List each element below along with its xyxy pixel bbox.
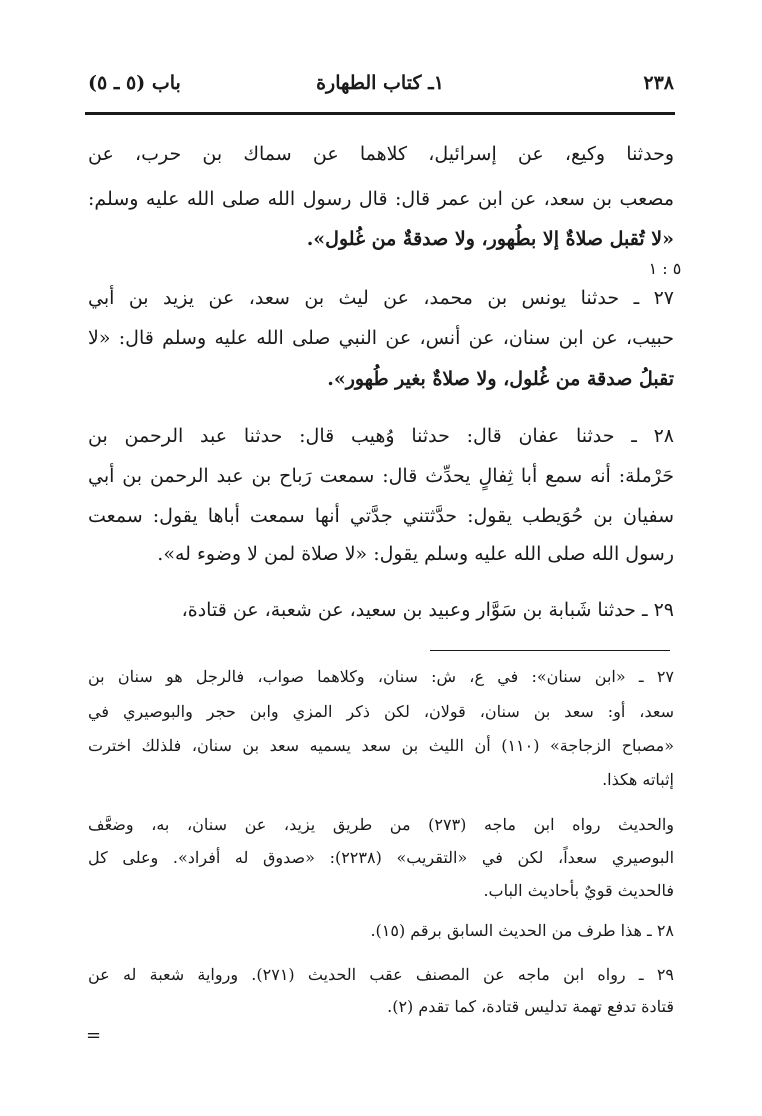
footnote-line: قتادة تدفع تهمة تدليس قتادة، كما تقدم (٢). [387, 997, 674, 1016]
section-title: باب (٥ ـ ٥) [88, 72, 181, 94]
header-rule [85, 112, 675, 115]
footnote-line: ٢٩ ـ رواه ابن ماجه عن المصنف عقب الحديث (٢٧١). ورواية شعبة له عن [88, 965, 674, 984]
body-line: مصعب بن سعد، عن ابن عمر قال: قال رسول الله صلى الله عليه وسلم: [88, 188, 674, 210]
body-line: حَرْملة: أنه سمع أبا ثِفالٍ يحدِّث قال: سمعت رَباح بن عبد الرحمن بن أبي [88, 465, 674, 487]
footnote-line: «مصباح الزجاجة» (١١٠) أن الليث بن سعد يسميه سعد بن سنان، فلذلك اخترت [88, 736, 674, 755]
body-line: رسول الله صلى الله عليه وسلم يقول: «لا صلاة لمن لا وضوء له». [157, 543, 674, 565]
body-line: وحدثنا وكيع، عن إسرائيل، كلاهما عن سماك بن حرب، عن [88, 143, 674, 165]
footnote-line: ٢٧ ـ «ابن سنان»: في ع، ش: سنان، وكلاهما صواب، فالرجل هو سنان بن [88, 667, 674, 686]
body-line: سفيان بن حُوَيطب يقول: حدَّثتني جدَّتي أنها سمعت أباها يقول: سمعت [88, 505, 674, 527]
body-line: ٢٧ ـ حدثنا يونس بن محمد، عن ليث بن سعد، عن يزيد بن أبي [88, 287, 674, 309]
footnote-line: فالحديث قويٌ بأحاديث الباب. [483, 881, 674, 900]
page-number: ٢٣٨ [643, 72, 674, 94]
footnote-line: إثباته هكذا. [602, 770, 674, 789]
footnote-line: سعد، أو: سعد بن سنان، قولان، لكن ذكر المزي وابن حجر والبوصيري في [88, 702, 674, 721]
margin-reference: ٥ : ١ [648, 259, 682, 278]
footnote-line: ٢٨ ـ هذا طرف من الحديث السابق برقم (١٥). [370, 921, 674, 940]
body-line: تقبلُ صدقة من غُلول، ولا صلاةٌ بغير طُهور». [327, 368, 674, 390]
continuation-mark: = [86, 1025, 102, 1046]
body-line: «لا تُقبل صلاةٌ إلا بطُهور، ولا صدقةٌ من غُلول». [306, 228, 674, 250]
body-line: ٢٨ ـ حدثنا عفان قال: حدثنا وُهيب قال: حدثنا عبد الرحمن بن [88, 425, 674, 447]
footnote-line: والحديث رواه ابن ماجه (٢٧٣) من طريق يزيد، عن سنان، به، وضعَّف [88, 815, 674, 834]
footnote-rule [430, 650, 670, 651]
body-line: ٢٩ ـ حدثنا شَبابة بن سَوَّار وعبيد بن سعيد، عن شعبة، عن قتادة، [181, 599, 674, 621]
footnote-line: البوصيري سعداً، لكن في «التقريب» (٢٢٣٨): «صدوق له أفراد». وعلى كل [88, 848, 674, 867]
body-line: حبيب، عن ابن سنان، عن أنس، عن النبي صلى الله عليه وسلم قال: «لا [88, 327, 674, 349]
chapter-title: ١ـ كتاب الطهارة [316, 72, 444, 94]
